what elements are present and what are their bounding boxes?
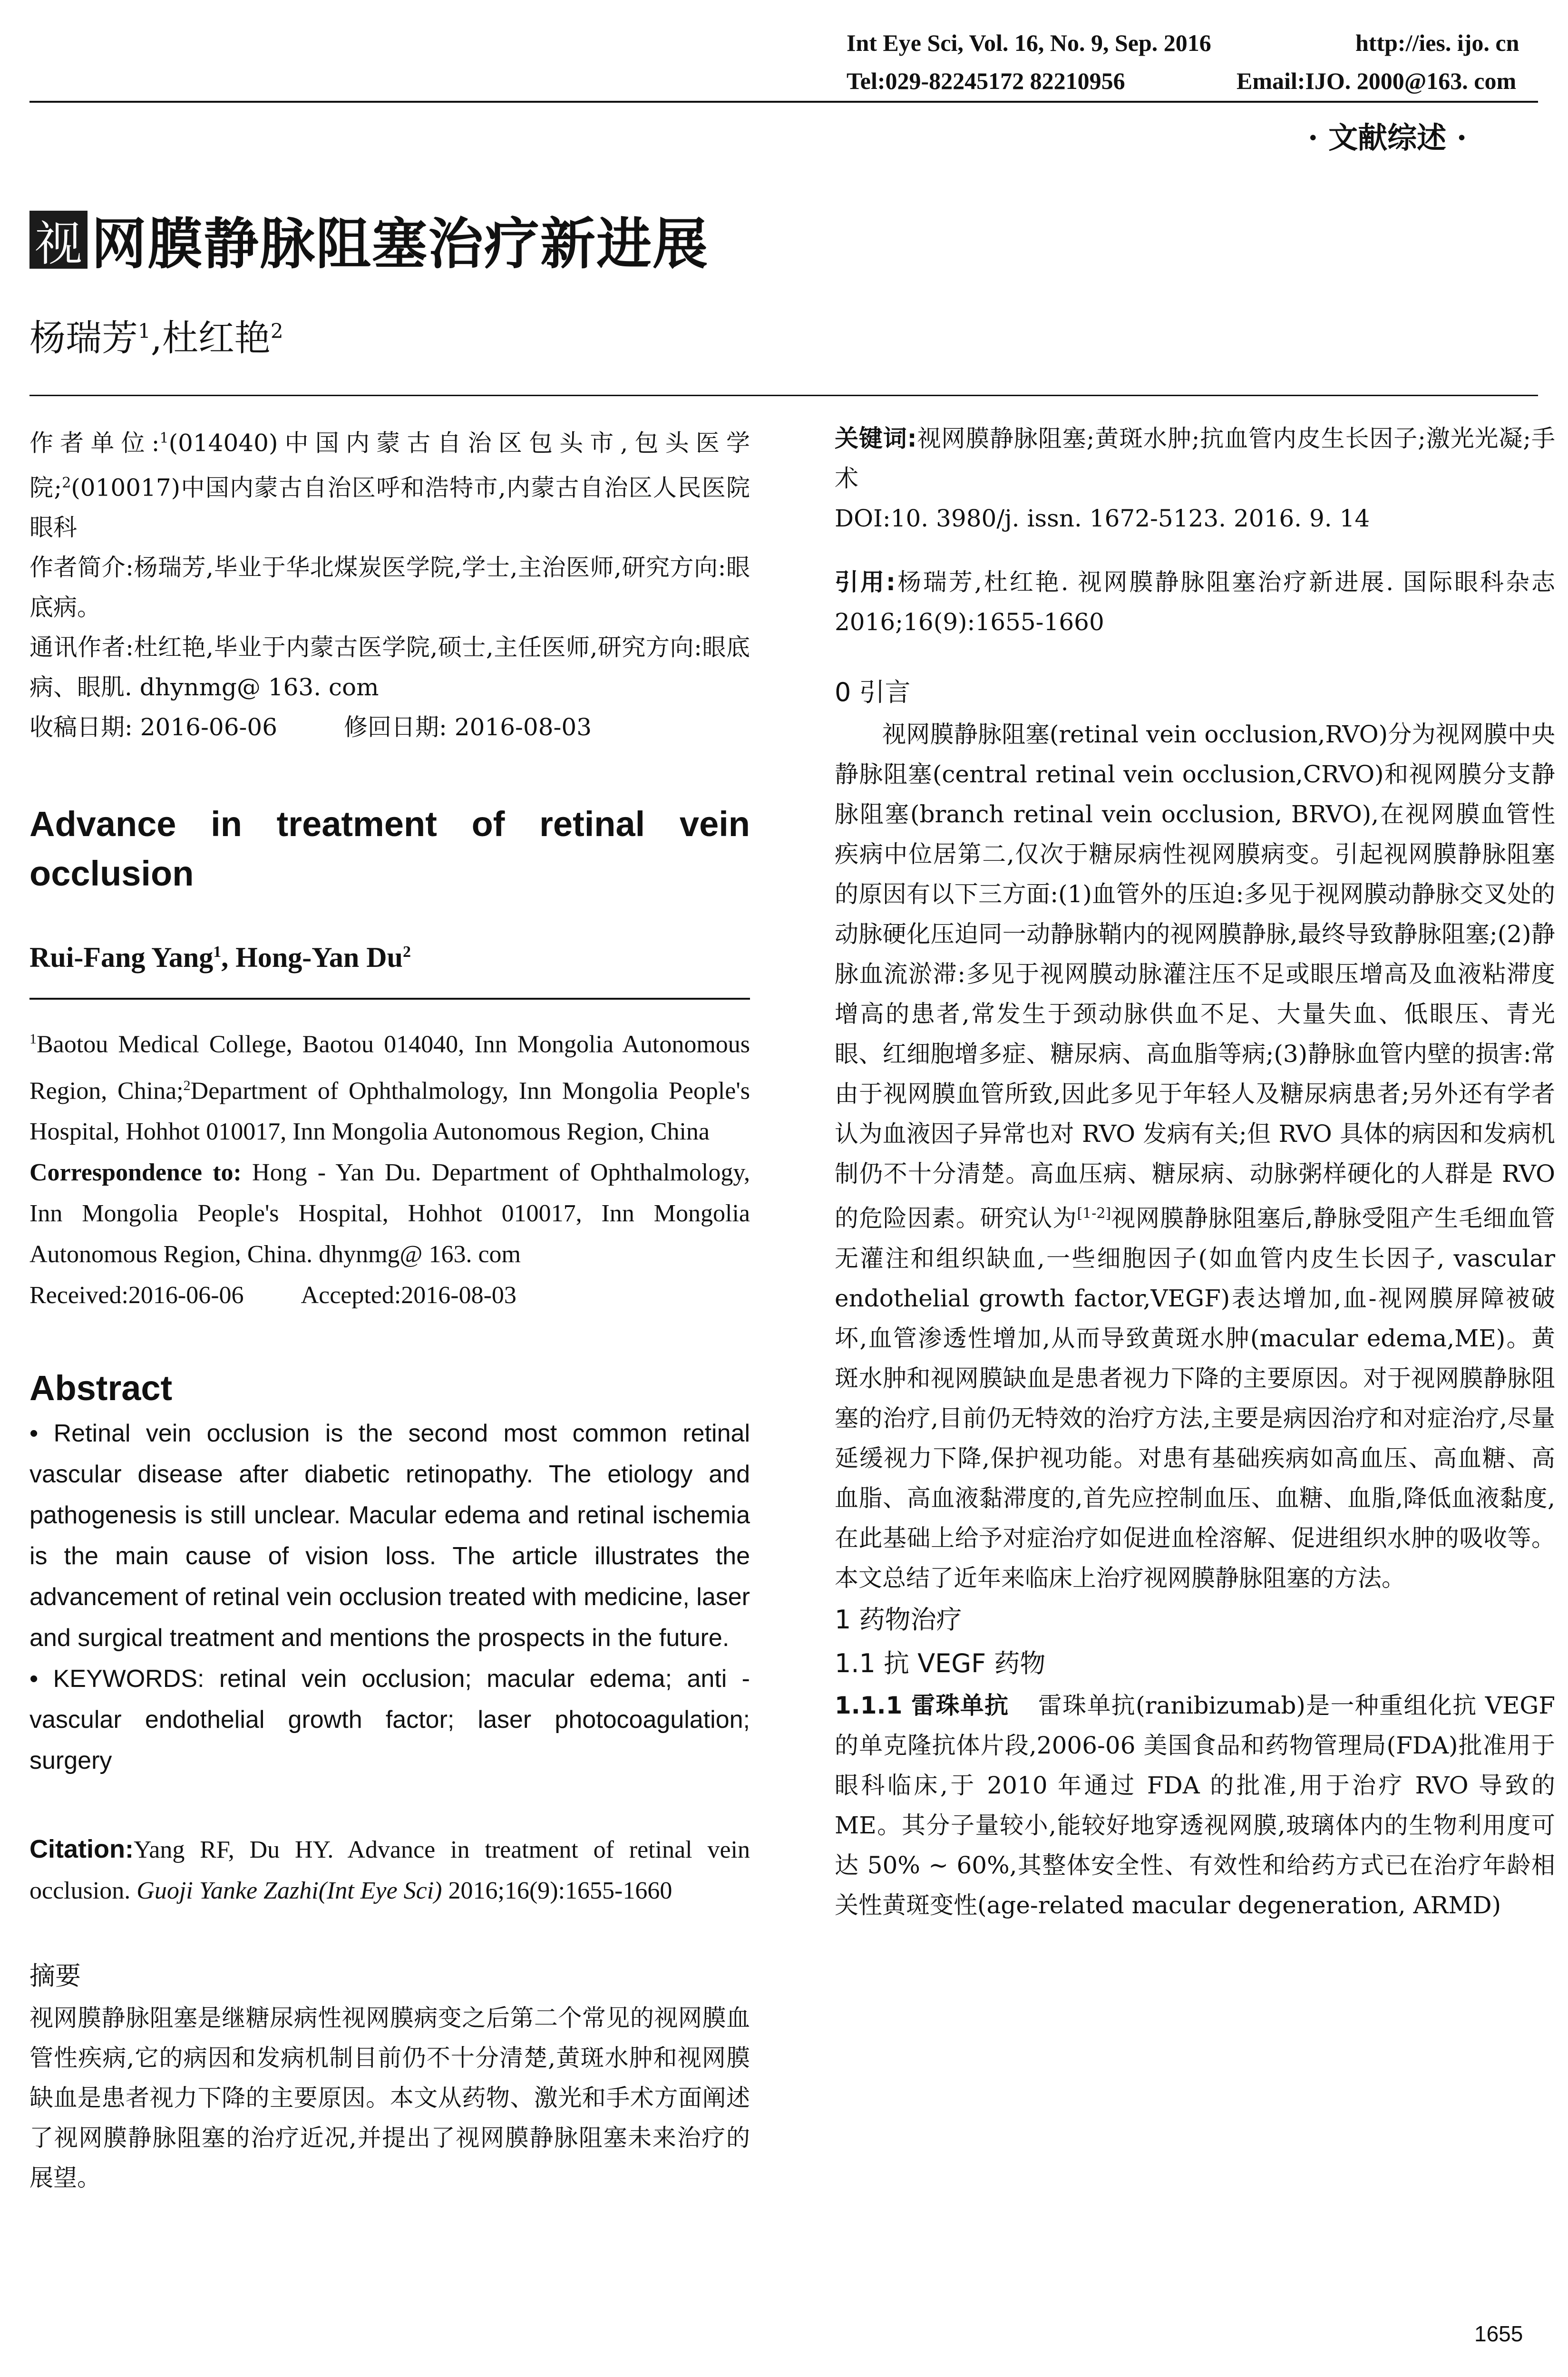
abstract-cn-body: 视网膜静脉阻塞是继糖尿病性视网膜病变之后第二个常见的视网膜血管性疾病,它的病因和发病机制目前仍不十分清楚,黄斑水肿和视网膜缺血是患者视力下降的主要原因。本文从药物、激光和手术方面阐述了视网膜静脉阻塞的治疗近况,并提出了视网膜静脉阻塞未来治疗的展望。 xyxy=(29,2004,750,2192)
abstract-body: • Retinal vein occlusion is the second most common retinal vascular disease after diabetic retinopathy. The etiology and pathogenesis is still unclear. Macular edema and retinal ischemia is the main cause of vision loss. The article illustrates the advancement of retinal vein occlusion treated with medicine, laser and surgical treatment and mentions the prospects in the future. xyxy=(29,1419,750,1652)
title-text: 网膜静脉阻塞治疗新进展 xyxy=(91,212,709,276)
header-rule xyxy=(29,101,1538,103)
intro-ref: [1-2] xyxy=(1077,1205,1111,1222)
doi: DOI:10. 3980/j. issn. 1672-5123. 2016. 9. 14 xyxy=(835,505,1370,532)
page-number: 1655 xyxy=(1474,2321,1523,2346)
journal-tel: Tel:029-82245172 82210956 xyxy=(847,68,1125,94)
left-column xyxy=(29,419,750,2198)
intro-heading: 0 引言 xyxy=(835,677,911,707)
intro-paragraph: 视网膜静脉阻塞(retinal vein occlusion,RVO)分为视网膜中央静脉阻塞(central retinal vein occlusion,CRVO)和视网膜分支静脉阻塞(branch retinal vein occlusion, BRVO),在视网膜血管性疾病中位居第二,仅次于糖尿病性视网膜病变。引起视网膜静脉阻塞的原因有以下三方面:(1)血管外的压迫:多见于视网膜动静脉交叉处的动脉硬化压迫同一动静脉鞘内的视网膜静脉,最终导致静脉阻塞;(2)静脉血流淤滞:多见于视网膜动脉灌注压不足或眼压增高及血液粘滞度增高的患者,常发生于颈动脉供血不足、大量失血、低眼压、青光眼、红细胞增多症、糖尿病、高血脂等病;(3)静脉血管内壁的损害:常由于视网膜血管所致,因此多见于年轻人及糖尿病患者;另外还有学者认为血液因子异常也对 RVO 发病有关;但 RVO 具体的病因和发病机制仍不十分清楚。高血压病、糖尿病、动脉粥样硬化的人群是 RVO 的危险因素。研究认为[1-2]视网膜静脉阻塞后,静脉受阻产生毛细血管无灌注和组织缺血,一些细胞因子(如血管内皮生长因子, vascular endothelial growth factor,VEGF)表达增加,血-视网膜屏障被破坏,血管渗透性增加,从而导致黄斑水肿(macular edema,ME)。黄斑水肿和视网膜缺血是患者视力下降的主要原因。对于视网膜静脉阻塞的治疗,目前仍无特效的治疗方法,主要是病因治疗和对症治疗,尽量延缓视力下降,保护视功能。对患有基础疾病如高血压、高血糖、高血脂、高血液黏滞度的,首先应控制血压、血糖、血脂,降低血液黏度,在此基础上给予对症治疗如促进血栓溶解、促进组织水肿的吸收等。本文总结了近年来临床上治疗视网膜静脉阻塞的方法。 xyxy=(835,721,1556,1592)
title-rule xyxy=(29,395,1538,396)
journal-email[interactable]: Email:IJO. 2000@163. com xyxy=(1237,68,1517,94)
english-title: Advance in treatment of retinal vein occlusion xyxy=(29,804,750,894)
correspondence-cn: 通讯作者:杜红艳,毕业于内蒙古医学院,硕士,主任医师,研究方向:眼底病、眼肌. dhynmg@ 163. com xyxy=(29,633,750,701)
journal-url[interactable]: http://ies. ijo. cn xyxy=(1355,29,1519,56)
section-1-heading: 1 药物治疗 xyxy=(835,1604,962,1635)
citation-cn: 引用:杨瑞芳,杜红艳. 视网膜静脉阻塞治疗新进展. 国际眼科杂志 2016;16(9):1655-1660 xyxy=(835,568,1555,636)
english-dates: Received:2016-06-06 Accepted:2016-08-03 xyxy=(29,1281,516,1309)
section-1-1-1-paragraph: 1.1.1 雷珠单抗 雷珠单抗(ranibizumab)是一种重组化抗 VEGF 的单克隆抗体片段,2006-06 美国食品和药物管理局(FDA)批准用于眼科临床,于 2010 年通过 FDA 的批准,用于治疗 RVO 导致的 ME。其分子量较小,能较好地穿透视网膜,玻璃体内的生物利用度可达 50% ~ 60%,其整体安全性、有效性和给药方式已在治疗年龄相关性黄斑变性(age-related macular degeneration, ARMD) xyxy=(835,1691,1555,1919)
author-sep: , xyxy=(150,317,162,359)
right-column xyxy=(835,419,1555,1925)
journal-info: Int Eye Sci, Vol. 16, No. 9, Sep. 2016 xyxy=(847,29,1211,56)
abstract-cn-heading: 摘要 xyxy=(29,1960,81,1991)
author-1-sup: 1 xyxy=(138,319,151,343)
paper-title xyxy=(29,200,709,279)
author-2: 杜红艳 xyxy=(162,317,271,359)
abstract-keywords: • KEYWORDS: retinal vein occlusion; macular edema; anti - vascular endothelial growth factor; laser photocoagulation; surgery xyxy=(29,1665,750,1774)
author-1: 杨瑞芳 xyxy=(29,317,138,359)
keywords-cn: 关键词:视网膜静脉阻塞;黄斑水肿;抗血管内皮生长因子;激光光凝;手术 xyxy=(835,425,1555,492)
abstract-heading: Abstract xyxy=(29,1368,173,1408)
english-authors: Rui-Fang Yang$^1$, Hong-Yan Du$^2$ xyxy=(29,942,411,974)
affiliation-units: 作者单位:$^1$(014040)中国内蒙古自治区包头市,包头医学院;$^2$(010017)中国内蒙古自治区呼和浩特市,内蒙古自治区人民医院眼科 xyxy=(29,429,750,542)
dates-cn: 收稿日期: 2016-06-06 修回日期: 2016-08-03 xyxy=(29,713,592,741)
title-first-char-box: 视 xyxy=(29,211,88,269)
section-1-1-heading: 1.1 抗 VEGF 药物 xyxy=(835,1648,1046,1678)
authors-cn xyxy=(29,309,283,361)
english-affiliation: $^1$Baotou Medical College, Baotou 014040, Inn Mongolia Autonomous Region, China;$^2$Department of Ophthalmology, Inn Mongolia People's Hospital, Hohhot 010017, Inn Mongolia Autonomous Region, China xyxy=(29,1031,750,1145)
citation-english: Citation:Yang RF, Du HY. Advance in treatment of retinal vein occlusion. Guoji Yanke Zazhi(Int Eye Sci) 2016;16(9):1655-1660 xyxy=(29,1834,750,1904)
english-correspondence: Correspondence to: Hong - Yan Du. Department of Ophthalmology, Inn Mongolia People's Hospital, Hohhot 010017, Inn Mongolia Autonomous Region, China. dhynmg@ 163. com xyxy=(29,1159,750,1268)
author-bio: 作者简介:杨瑞芳,毕业于华北煤炭医学院,学士,主治医师,研究方向:眼底病。 xyxy=(29,554,750,622)
section-label: · 文献综述 · xyxy=(1308,120,1467,155)
author-2-sup: 2 xyxy=(270,319,283,343)
